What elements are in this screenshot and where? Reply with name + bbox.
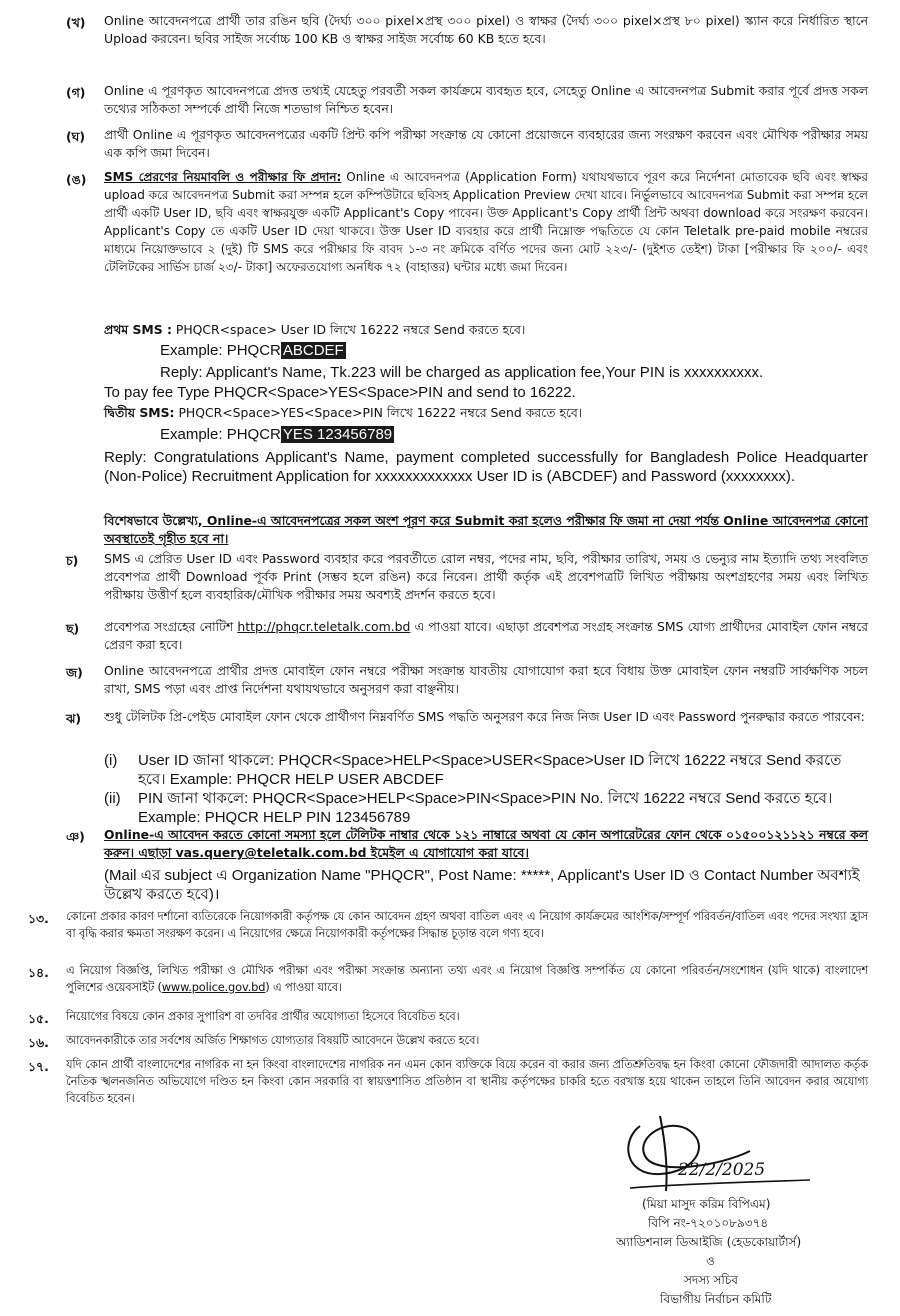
item-marker: (ঙ): [66, 172, 87, 187]
second-sms-label: দ্বিতীয় SMS:: [104, 405, 175, 420]
teletalk-link[interactable]: http://phqcr.teletalk.com.bd: [237, 619, 411, 634]
item-marker: ১৭.: [28, 1059, 49, 1074]
item-cha-text: SMS এ প্রেরিত User ID এবং Password ব্যবহার করে পরবর্তীতে রোল নম্বর, পদের নাম, ছবি, পরীক্ষার তারিখ, সময় ও ভেন্যুর নাম ইত্যাদি তথ্য সংবলিত প্রবেশপত্র প্রার্থী Download পূর্বক Print (সম্ভব হলে রঙিন) করে নিবেন। প্রার্থী কর্তৃক এই প্রবেশপত্রটি লিখিত পরীক্ষায় অংশগ্রহণের সময় এবং লিখিত পরীক্ষায় উত্তীর্ণ হলে ব্যবহারিক/মৌখিক পরীক্ষার সময় অবশ্যই প্রদর্শন করতে হবে।: [104, 551, 868, 603]
special-note: [104, 512, 868, 548]
para-17-text: যদি কোন প্রার্থী বাংলাদেশের নাগরিক না হন কিংবা বাংলাদেশের নাগরিক নন এমন কোন ব্যক্তিকে বিয়ে করেন বা করার জন্য প্রতিশ্রুতিবদ্ধ হন কিংবা কোনো ফৌজদারী আদালত কর্তৃক নৈতিক স্খলনজনিত অভিযোগে দণ্ডিত হন কিংবা কোন সরকারি বা স্বায়ত্তশাসিত প্রতিষ্ঠান বা স্থানীয় কর্তৃপক্ষের চাকরি হতে বরখাস্ত হয়ে থাকেন তাহলে তিনি আবেদন করার অযোগ্য বিবেচিত হবেন।: [66, 1057, 868, 1105]
example-1: [160, 341, 346, 360]
para-14-text: [66, 962, 868, 996]
para-13-text: কোনো প্রকার কারণ দর্শানো ব্যতিরেকে নিয়োগকারী কর্তৃপক্ষ যে কোন আবেদন গ্রহণ অথবা বাতিল এবং এ নিয়োগ কার্যক্রমের আংশিক/সম্পূর্ণ পরিবর্তন/বাতিল এবং পদের সংখ্যা হ্রাস বা বৃদ্ধি করার ক্ষমতা সংরক্ষণ করেন। এ নিয়োগের ক্ষেত্রে নিয়োগকারী কর্তৃপক্ষের সিদ্ধান্ত চূড়ান্ত বলে গণ্য হবে।: [66, 909, 868, 940]
example-2: [160, 425, 394, 444]
example-2-prefix: Example: PHQCR: [160, 426, 281, 443]
helpline-text-2: ইমেইল এ যোগাযোগ করা যাবে।: [366, 845, 529, 861]
item-kha-text: Online আবেদনপত্রে প্রার্থী তার রঙিন ছবি (দৈর্ঘ্য ৩০০ pixel×প্রস্থ ৩০০ pixel) ও স্বাক্ষর (দৈর্ঘ্য ৩০০ pixel×প্রস্থ ৮০ pixel) স্ক্যান করে নির্ধারিত স্থানে Upload করবেন। ছবির সাইজ সর্বোচ্চ 100 KB ও স্বাক্ষর সাইজ সর্বোচ্চ 60 KB হতে হবে।: [104, 13, 868, 47]
item-marker: ঞ): [66, 829, 85, 844]
first-sms-line: [104, 321, 868, 339]
signatory-conjunction: ও: [706, 1254, 715, 1268]
first-sms-label: প্রথম SMS :: [104, 322, 172, 337]
signature-date: 22/2/2025: [678, 1160, 766, 1180]
item-chha-text: [104, 618, 868, 654]
signatory-role: সদস্য সচিব: [684, 1273, 738, 1287]
admit-notice-text-2: এ পাওয়া যাবে। এছাড়া প্রবেশপত্র সংগ্রহ সংক্রান্ত SMS যোগ্য প্রার্থীদের মোবাইল ফোন নম্বরে প্রেরণ করা হবে।: [104, 619, 868, 653]
item-marker: ঝ): [66, 711, 82, 726]
example-1-prefix: Example: PHQCR: [160, 342, 281, 359]
recover-user-id: User ID জানা থাকলে: PHQCR<Space>HELP<Space>USER<Space>User ID লিখে 16222 নম্বরে Send করতে হবে। Example: PHQCR HELP USER ABCDEF: [138, 752, 842, 789]
para-14-body: এ নিয়োগ বিজ্ঞপ্তি, লিখিত পরীক্ষা ও মৌখিক পরীক্ষা এবং পরীক্ষা সংক্রান্ত অন্যান্য তথ্য এবং এ নিয়োগ বিজ্ঞপ্তি সম্পর্কিত যে কোনো পরিবর্তন/সংশোধন (যদি থাকে) বাংলাদেশ পুলিশের ওয়েবসাইট (: [66, 963, 868, 994]
para-16-text: আবেদনকারীকে তার সর্বশেষ অর্জিত শিক্ষাগত যোগ্যতার বিষয়টি আবেদনে উল্লেখ করতে হবে।: [66, 1033, 480, 1047]
item-jha-text: শুধু টেলিটক প্রি-পেইড মোবাইল ফোন থেকে প্রার্থীগণ নিম্নবর্ণিত SMS পদ্ধতি অনুসরণ করে নিজ নিজ User ID এবং Password পুনরুদ্ধার করতে পারবেন:: [104, 709, 865, 724]
helpline-text: Online-এ আবেদন করতে কোনো সমস্যা হলে টেলিটক নাম্বার থেকে ১২১ নাম্বারে অথবা যে কোন অপারেটরের ফোন থেকে ০১৫০০১২১১২১ নম্বরে কল করুন। এছাড়া: [104, 827, 868, 861]
item-marker: চ): [66, 553, 79, 568]
support-email-link[interactable]: vas.query@teletalk.com.bd: [175, 845, 367, 861]
first-sms-text: PHQCR<space> User ID লিখে 16222 নম্বরে Send করতে হবে।: [171, 322, 526, 337]
sub-marker-ii: (ii): [104, 790, 121, 807]
sms-rules-body: Online এ আবেদনপত্র (Application Form) যথাযথভাবে পূরণ করে নির্দেশনা মোতাবেক ছবি এবং স্বাক্ষর upload করে আবেদনপত্র Submit করা সম্পন্ন হলে কম্পিউটারে ছবিসহ Application Preview দেখা যাবে। নির্ভুলভাবে আবেদনপত্র Submit করা সম্পন্ন হলে প্রার্থী একটি User ID, ছবি এবং স্বাক্ষরযুক্ত একটি Applicant's Copy পাবেন। উক্ত Applicant's Copy প্রার্থী প্রিন্ট অথবা download করে সংরক্ষণ করবেন। Applicant's Copy তে একটি User ID দেয়া থাকবে। উক্ত User ID ব্যবহার করে প্রার্থী নিম্নোক্ত পদ্ধতিতে যে কোন Teletalk pre-paid mobile নম্বরের মাধ্যমে নিয়োক্তভাবে ২ (দুই) টি SMS করে পরীক্ষার ফি বাবদ ১-৩ নং ক্রমিকে বর্ণিত পদের জন্য মোট ২২৩/- (দুইশত তেইশ) টাকা [পরীক্ষার ফি ২০০/- এবং টেলিটকের সার্ভিস চার্জ ২৩/- টাকা] অফেরতযোগ্য অনধিক ৭২ (বাহাত্তর) ঘন্টার মধ্যে জমা দিবেন।: [104, 170, 868, 274]
signatory-name: (মিয়া মাসুদ করিম বিপিএম): [642, 1197, 771, 1211]
signatory-designation: অ্যাডিশনাল ডিআইজি (হেডকোয়ার্টার্স): [616, 1235, 802, 1249]
example-1-highlight: ABCDEF: [282, 342, 344, 359]
second-sms-text: PHQCR<Space>YES<Space>PIN লিখে 16222 নম্বরে Send করতে হবে।: [174, 405, 583, 420]
item-marker: ১৩.: [28, 911, 49, 926]
item-marker: জ): [66, 665, 83, 680]
item-ja-text: Online আবেদনপত্রে প্রার্থীর প্রদত্ত মোবাইল ফোন নম্বরে পরীক্ষা সংক্রান্ত যাবতীয় যোগাযোগ করা হবে বিধায় উক্ত মোবাইল ফোন নম্বরটি সার্বক্ষণিক সচল রাখা, SMS পড়া এবং প্রাপ্ত নির্দেশনা যথাযথভাবে অনুসরণ করা বাঞ্ছনীয়।: [104, 663, 868, 697]
item-marker: ১৪.: [28, 965, 49, 980]
item-marker: (খ): [66, 15, 86, 30]
item-marker: ১৫.: [28, 1011, 49, 1026]
reply-1-instruction: To pay fee Type PHQCR<Space>YES<Space>PIN and send to 16222.: [104, 384, 576, 401]
admit-notice-text: প্রবেশপত্র সংগ্রহের নোটিশ: [104, 619, 238, 634]
police-website-link[interactable]: www.police.gov.bd: [161, 979, 266, 994]
example-2-highlight: YES 123456789: [282, 426, 393, 443]
signature-mark: [600, 1096, 830, 1206]
item-gha-text: প্রার্থী Online এ পূরণকৃত আবেদনপত্রের একটি প্রিন্ট কপি পরীক্ষা সংক্রান্ত যে কোনো প্রয়োজনে ব্যবহারের জন্য সংরক্ষণ করবেন এবং মৌখিক পরীক্ষার সময় এক কপি জমা দিবেন।: [104, 127, 868, 161]
special-note-lead: বিশেষভাবে উল্লেখ্য,: [104, 513, 203, 528]
item-marker: ১৬.: [28, 1035, 49, 1050]
sms-rules-heading: SMS প্রেরণের নিয়মাবলি ও পরীক্ষার ফি প্রদান:: [104, 170, 342, 184]
item-uma-text: [104, 168, 868, 276]
item-ga-text: Online এ পূরণকৃত আবেদনপত্রে প্রদত্ত তথ্যই যেহেতু পরবর্তী সকল কার্যক্রমে ব্যবহৃত হবে, সেহেতু Online এ আবেদনপত্র Submit করার পূর্বে প্রদত্ত সকল তথ্যের সঠিকতা সম্পর্কে প্রার্থী নিজে শতভাগ নিশ্চিত হবেন।: [104, 83, 868, 117]
recover-pin: PIN জানা থাকলে: PHQCR<Space>HELP<Space>PIN<Space>PIN No. লিখে 16222 নম্বরে Send করতে হবে। Example: PHQCR HELP PIN 123456789: [138, 790, 833, 827]
sub-marker-i: (i): [104, 752, 118, 769]
signatory-committee: বিভাগীয় নির্বাচন কমিটি: [660, 1292, 772, 1306]
item-marker: (ঘ): [66, 129, 85, 144]
special-note-text: Online-এ আবেদনপত্রের সকল অংশ পূরণ করে Submit করা হলেও পরীক্ষার ফি জমা না দেয়া পর্যন্ত Online আবেদনপত্র কোনো অবস্থাতেই গৃহীত হবে না।: [104, 513, 868, 547]
reply-2: Reply: Congratulations Applicant's Name, payment completed successfully for Bangladesh Police Headquarter (Non-Police) Recruitment Application for xxxxxxxxxxxxx User ID is (ABCDEF) and Password (xxxxxxxx).: [104, 449, 868, 486]
item-marker: ছ): [66, 621, 80, 636]
para-15-text: নিয়োগের বিষয়ে কোন প্রকার সুপারিশ বা তদবির প্রার্থীর অযোগ্যতা হিসেবে বিবেচিত হবে।: [66, 1009, 460, 1023]
item-nya-text: [104, 826, 868, 862]
item-marker: (গ): [66, 85, 86, 100]
reply-1: Reply: Applicant's Name, Tk.223 will be charged as application fee,Your PIN is xxxxxxxxxx.: [160, 364, 764, 381]
para-14-body-2: ) এ পাওয়া যাবে।: [265, 979, 342, 994]
mail-subject-note: (Mail এর subject এ Organization Name "PHQCR", Post Name: *****, Applicant's User ID ও Contact Number অবশ্যই উল্লেখ করতে হবে)।: [104, 867, 860, 904]
signatory-bp-number: বিপি নং-৭২০১০৮৯৩৭৪: [648, 1216, 769, 1230]
second-sms-line: [104, 404, 868, 422]
